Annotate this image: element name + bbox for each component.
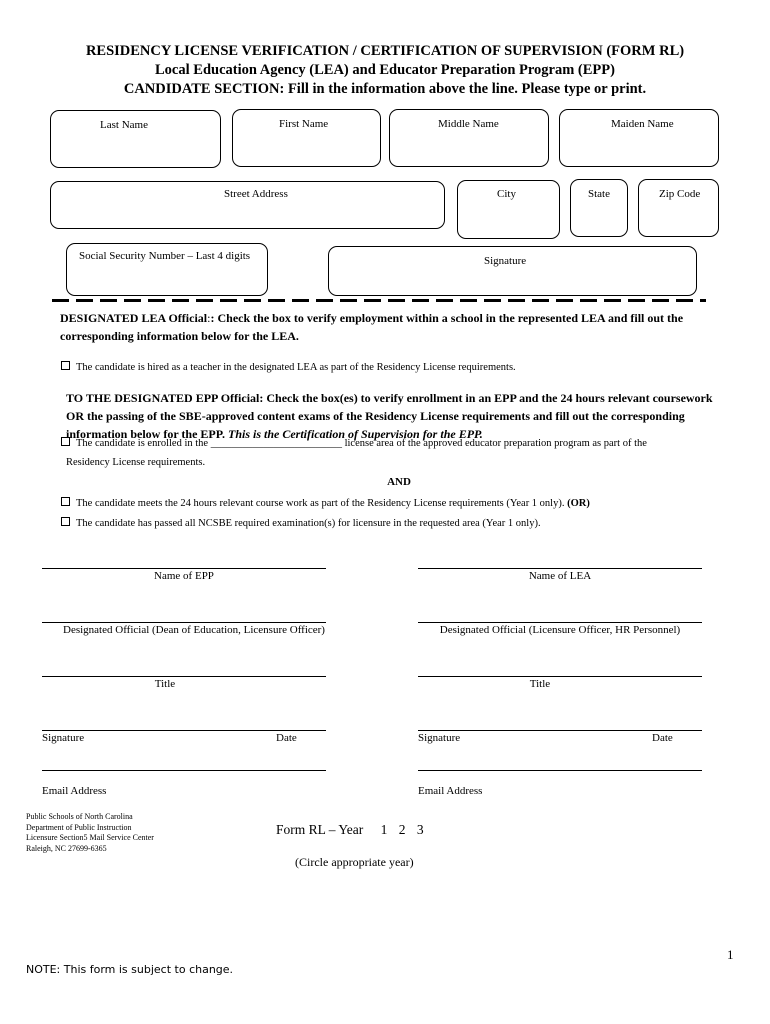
form-change-note: NOTE: This form is subject to change. [26,963,234,976]
form-title: RESIDENCY LICENSE VERIFICATION / CERTIFICATION OF SUPERVISION (FORM RL) [85,43,685,59]
lea-name-label: Name of LEA [528,570,592,582]
epp-exams-checkbox[interactable] [61,517,70,526]
middle-name-label: Middle Name [438,118,499,130]
and-label: AND [387,476,411,488]
license-area-blank[interactable]: _________________________ [210,438,342,449]
lea-signature-label: Signature [418,732,461,744]
first-name-field[interactable] [232,109,381,167]
street-address-label: Street Address [224,188,288,200]
street-address-field[interactable] [50,181,445,229]
lea-hired-item [61,361,711,373]
form-year-label: Form RL – Year [276,822,364,837]
lea-hired-text: The candidate is hired as a teacher in the designated LEA as part of the Residency License requirements. [76,362,516,373]
epp-title-label: Title [154,678,176,690]
city-field[interactable] [457,180,560,239]
epp-signature-label: Signature [42,732,85,744]
epp-coursework-checkbox[interactable] [61,497,70,506]
epp-email-line[interactable] [42,770,326,771]
form-year-selector [276,822,424,838]
epp-official-label: Designated Official (Dean of Education, Licensure Officer) [63,624,325,636]
lea-title-line[interactable] [418,676,702,677]
section-divider [52,299,706,302]
lea-email-line[interactable] [418,770,702,771]
zip-code-field[interactable] [638,179,719,237]
epp-name-label: Name of EPP [154,570,214,582]
last-name-field[interactable] [50,110,221,168]
ssn-label: Social Security Number – Last 4 digits [79,250,251,262]
epp-title-line[interactable] [42,676,326,677]
candidate-section-heading: CANDIDATE SECTION: Fill in the information above the line. Please type or print. [123,81,647,97]
department-address: Public Schools of North Carolina Department of Public Instruction Licensure Section5 Mail Service Center Raleigh, NC 27699-6365 [26,812,154,853]
epp-coursework-item: The candidate meets the 24 hours relevant course work as part of the Residency License requirements (Year 1 only). (OR) [61,497,721,509]
candidate-signature-label: Signature [484,255,527,267]
epp-section-heading: TO THE DESIGNATED EPP Official: Check the box(es) to verify enrollment in an EPP and the 24 hours relevant coursework OR the passing of the SBE-approved content exams of the Residency License requirements and fill out the corresponding information below for the EPP. This is the Certification of Supervision for the EPP. [66,391,713,441]
epp-exams-item: The candidate has passed all NCSBE required examination(s) for licensure in the requested area (Year 1 only). [61,517,721,529]
lea-date-label: Date [652,732,673,744]
lea-official-label: Designated Official (Licensure Officer, HR Personnel) [439,624,681,636]
epp-enrolled-item: The candidate is enrolled in the _________________________ license area of the approved educator preparation program as part of the [61,437,721,449]
maiden-name-field[interactable] [559,109,719,167]
lea-official-line[interactable] [418,622,702,623]
year-option-3[interactable]: 3 [416,822,424,837]
lea-title-label: Title [529,678,551,690]
zip-code-label: Zip Code [659,188,701,200]
city-label: City [497,188,516,200]
epp-official-line[interactable] [42,622,326,623]
epp-signature-line[interactable] [42,730,326,731]
epp-enrolled-continued: Residency License requirements. [66,457,206,468]
lea-signature-line[interactable] [418,730,702,731]
epp-email-label: Email Address [42,785,107,797]
state-label: State [588,188,610,200]
maiden-name-label: Maiden Name [611,118,674,130]
year-option-2[interactable]: 2 [398,822,406,837]
ssn-field[interactable] [66,243,268,296]
last-name-label: Last Name [100,119,148,131]
lea-name-line[interactable] [418,568,702,569]
state-field[interactable] [570,179,628,237]
circle-year-note: (Circle appropriate year) [295,855,414,869]
epp-enrolled-checkbox[interactable] [61,437,70,446]
lea-hired-checkbox[interactable] [61,361,70,370]
epp-name-line[interactable] [42,568,326,569]
lea-email-label: Email Address [418,785,483,797]
candidate-signature-field[interactable] [328,246,697,296]
epp-date-label: Date [276,732,297,744]
lea-section-heading: DESIGNATED LEA Official:: Check the box to verify employment within a school in the represented LEA and fill out the corresponding information below for the LEA. [60,311,684,343]
first-name-label: First Name [279,118,329,130]
year-option-1[interactable]: 1 [380,822,388,837]
page-number: 1 [727,947,734,962]
form-subtitle: Local Education Agency (LEA) and Educator Preparation Program (EPP) [155,62,615,78]
middle-name-field[interactable] [389,109,549,167]
